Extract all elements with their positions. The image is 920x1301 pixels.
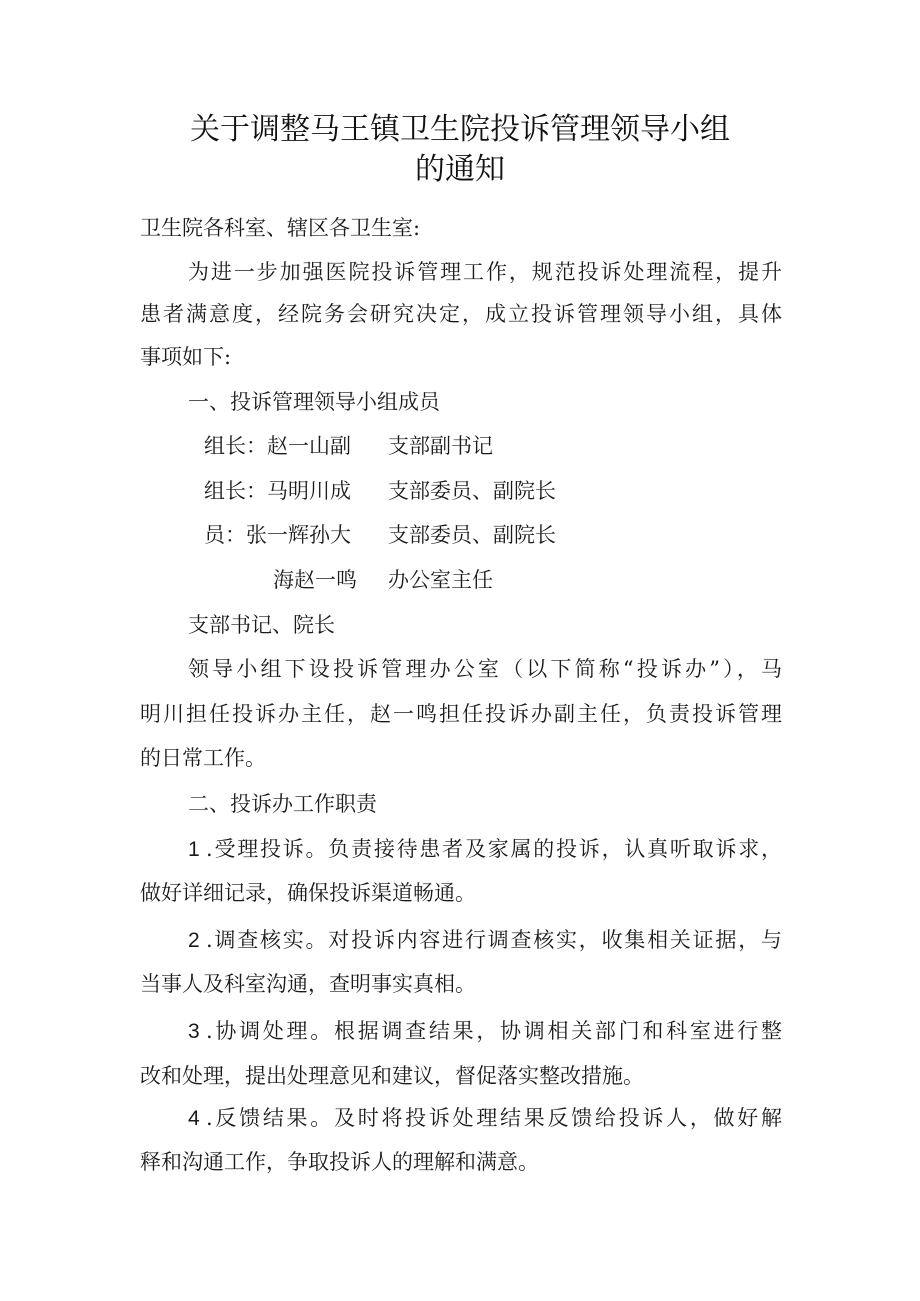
member-label: 组长：马明川成 — [204, 479, 351, 503]
intro-line-2: 患者满意度，经院务会研究决定，成立投诉管理领导小组，具体 — [140, 302, 782, 326]
duty-line-1: .受理投诉。负责接待患者及家属的投诉，认真听取诉求， — [206, 837, 782, 861]
office-para-line-3: 的日常工作。 — [140, 746, 266, 770]
duty-line-2: 释和沟通工作，争取投诉人的理解和满意。 — [140, 1150, 539, 1174]
duty-num: 1 — [188, 838, 200, 861]
duty-num: 2 — [188, 929, 200, 952]
member-label: 组长：赵一山副 — [204, 434, 351, 458]
duty-num: 3 — [188, 1020, 200, 1043]
duty-number — [188, 1016, 200, 1047]
section1-heading: 一、投诉管理领导小组成员 — [188, 390, 440, 414]
member-label: 员：张一辉孙大 — [204, 523, 351, 547]
duty-line-2: 当事人及科室沟通，查明事实真相。 — [140, 972, 476, 996]
intro-line-3: 事项如下: — [140, 345, 232, 369]
salutation: 卫生院各科室、辖区各卫生室: — [140, 216, 421, 240]
duty-line-2: 做好详细记录，确保投诉渠道畅通。 — [140, 881, 476, 905]
document-title-line2: 的通知 — [415, 152, 505, 187]
member-role: 支部委员、副院长 — [388, 523, 556, 547]
member-role: 支部委员、副院长 — [388, 479, 556, 503]
duty-number — [188, 1103, 200, 1134]
member-label: 海赵一鸣 — [273, 568, 357, 592]
duty-line-1: .调查核实。对投诉内容进行调查核实，收集相关证据，与 — [206, 928, 782, 952]
office-para-line-1: 领导小组下设投诉管理办公室（以下简称“投诉办”），马 — [188, 657, 782, 681]
duty-number — [188, 834, 200, 865]
duty-num: 4 — [188, 1107, 200, 1130]
member-role: 办公室主任 — [388, 568, 493, 592]
member-role: 支部副书记 — [388, 434, 493, 458]
duty-number — [188, 925, 200, 956]
duty-line-1: .协调处理。根据调查结果，协调相关部门和科室进行整 — [206, 1019, 782, 1043]
duty-line-2: 改和处理，提出处理意见和建议，督促落实整改措施。 — [140, 1064, 644, 1088]
duty-line-1: .反馈结果。及时将投诉处理结果反馈给投诉人，做好解 — [206, 1106, 782, 1130]
section2-heading: 二、投诉办工作职责 — [188, 792, 377, 816]
office-para-line-2: 明川担任投诉办主任，赵一鸣担任投诉办副主任，负责投诉管理 — [140, 702, 782, 726]
member-trailing-role: 支部书记、院长 — [188, 613, 335, 637]
intro-line-1: 为进一步加强医院投诉管理工作，规范投诉处理流程，提升 — [188, 260, 782, 284]
document-title-line1: 关于调整马王镇卫生院投诉管理领导小组 — [190, 112, 730, 147]
